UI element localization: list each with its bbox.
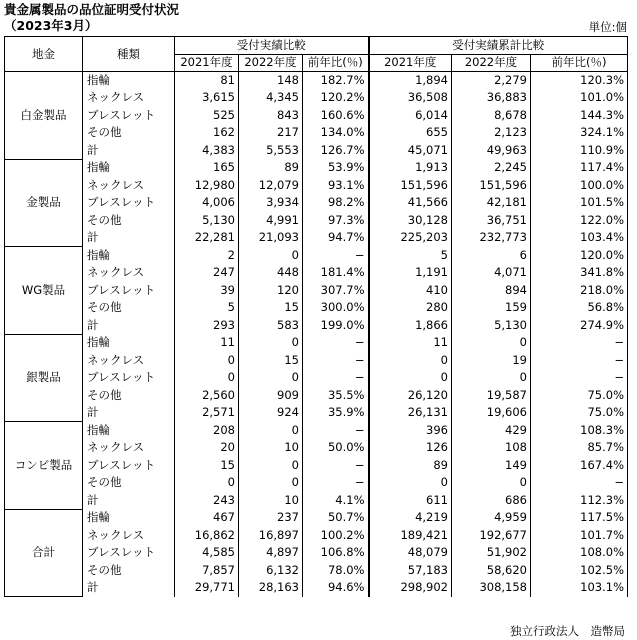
kind-cell: 計	[83, 317, 175, 335]
value-cell: 94.7%	[303, 229, 369, 247]
value-cell: 120.0%	[531, 247, 628, 265]
value-cell: 16,897	[239, 527, 303, 545]
table-row	[5, 422, 628, 440]
value-cell: 89	[369, 457, 452, 475]
table-row	[5, 317, 628, 335]
value-cell: 42,181	[452, 194, 531, 212]
value-cell: 36,883	[452, 89, 531, 107]
kind-cell: その他	[83, 474, 175, 492]
value-cell: 126.7%	[303, 142, 369, 160]
value-cell: 611	[369, 492, 452, 510]
value-cell: 35.5%	[303, 387, 369, 405]
kind-cell: ネックレス	[83, 264, 175, 282]
publisher-credit: 独立行政法人 造幣局	[510, 624, 625, 638]
value-cell: 5,130	[175, 212, 239, 230]
value-cell: 165	[175, 159, 239, 177]
kind-cell: ネックレス	[83, 439, 175, 457]
value-cell: 0	[239, 474, 303, 492]
value-cell: 36,508	[369, 89, 452, 107]
value-cell: 19	[452, 352, 531, 370]
page-title: 貴金属製品の品位証明受付状況	[4, 2, 180, 17]
table-body	[5, 72, 628, 597]
value-cell: 894	[452, 282, 531, 300]
value-cell: 50.0%	[303, 439, 369, 457]
value-cell: 85.7%	[531, 439, 628, 457]
kind-cell: ブレスレット	[83, 194, 175, 212]
value-cell: 655	[369, 124, 452, 142]
table-row	[5, 492, 628, 510]
value-cell: 5,553	[239, 142, 303, 160]
value-cell: 4,006	[175, 194, 239, 212]
kind-cell: ブレスレット	[83, 282, 175, 300]
value-cell: 5	[175, 299, 239, 317]
kind-cell: その他	[83, 387, 175, 405]
value-cell: 12,079	[239, 177, 303, 195]
value-cell: 308,158	[452, 579, 531, 597]
table-row	[5, 159, 628, 177]
kind-cell: 計	[83, 579, 175, 597]
header-sub-col: 2021年度	[175, 54, 239, 72]
value-cell: 410	[369, 282, 452, 300]
value-cell: 120.3%	[531, 72, 628, 90]
header-group-monthly: 受付実績比較	[175, 37, 369, 55]
value-cell: 3,615	[175, 89, 239, 107]
value-cell: 41,566	[369, 194, 452, 212]
table-row	[5, 439, 628, 457]
header-category: 地金	[5, 37, 83, 72]
value-cell: 89	[239, 159, 303, 177]
kind-cell: ネックレス	[83, 527, 175, 545]
kind-cell: その他	[83, 212, 175, 230]
value-cell: 11	[369, 334, 452, 352]
value-cell: 274.9%	[531, 317, 628, 335]
value-cell: 3,934	[239, 194, 303, 212]
value-cell: 100.0%	[531, 177, 628, 195]
header-sub-col: 前年比(％)	[303, 54, 369, 72]
kind-cell: ブレスレット	[83, 544, 175, 562]
value-cell: 103.4%	[531, 229, 628, 247]
value-cell: 208	[175, 422, 239, 440]
value-cell: −	[531, 369, 628, 387]
kind-cell: 指輪	[83, 509, 175, 527]
value-cell: 94.6%	[303, 579, 369, 597]
value-cell: 149	[452, 457, 531, 475]
value-cell: 217	[239, 124, 303, 142]
value-cell: 232,773	[452, 229, 531, 247]
header-sub-col: 2021年度	[369, 54, 452, 72]
value-cell: 49,963	[452, 142, 531, 160]
value-cell: 29,771	[175, 579, 239, 597]
value-cell: 686	[452, 492, 531, 510]
table-row	[5, 334, 628, 352]
value-cell: 4,219	[369, 509, 452, 527]
value-cell: 4,897	[239, 544, 303, 562]
value-cell: 26,120	[369, 387, 452, 405]
value-cell: 108.0%	[531, 544, 628, 562]
table-row	[5, 509, 628, 527]
value-cell: 108.3%	[531, 422, 628, 440]
value-cell: 4,383	[175, 142, 239, 160]
kind-cell: 指輪	[83, 334, 175, 352]
value-cell: 2,279	[452, 72, 531, 90]
value-cell: 108	[452, 439, 531, 457]
value-cell: 35.9%	[303, 404, 369, 422]
value-cell: 167.4%	[531, 457, 628, 475]
value-cell: 2,123	[452, 124, 531, 142]
value-cell: 189,421	[369, 527, 452, 545]
kind-cell: 指輪	[83, 159, 175, 177]
value-cell: 1,866	[369, 317, 452, 335]
value-cell: 56.8%	[531, 299, 628, 317]
value-cell: 159	[452, 299, 531, 317]
value-cell: 7,857	[175, 562, 239, 580]
value-cell: 10	[239, 492, 303, 510]
kind-cell: 計	[83, 229, 175, 247]
table-row	[5, 212, 628, 230]
value-cell: −	[303, 457, 369, 475]
kind-cell: 指輪	[83, 422, 175, 440]
value-cell: 218.0%	[531, 282, 628, 300]
value-cell: 6,132	[239, 562, 303, 580]
table-row	[5, 124, 628, 142]
kind-cell: 指輪	[83, 247, 175, 265]
value-cell: 0	[239, 369, 303, 387]
value-cell: 28,163	[239, 579, 303, 597]
value-cell: 45,071	[369, 142, 452, 160]
category-cell: 金製品	[5, 159, 83, 247]
value-cell: 0	[239, 247, 303, 265]
value-cell: 57,183	[369, 562, 452, 580]
table-row	[5, 194, 628, 212]
value-cell: 0	[452, 334, 531, 352]
value-cell: 0	[175, 352, 239, 370]
kind-cell: ブレスレット	[83, 457, 175, 475]
value-cell: 247	[175, 264, 239, 282]
value-cell: 300.0%	[303, 299, 369, 317]
header-group-cumulative: 受付実績累計比較	[369, 37, 628, 55]
value-cell: 4,345	[239, 89, 303, 107]
value-cell: 0	[239, 457, 303, 475]
value-cell: 0	[369, 352, 452, 370]
table-row	[5, 264, 628, 282]
kind-cell: 計	[83, 142, 175, 160]
value-cell: −	[303, 334, 369, 352]
kind-cell: その他	[83, 562, 175, 580]
value-cell: 225,203	[369, 229, 452, 247]
value-cell: 51,902	[452, 544, 531, 562]
value-cell: 151,596	[452, 177, 531, 195]
table-row	[5, 72, 628, 90]
value-cell: 106.8%	[303, 544, 369, 562]
table-row	[5, 527, 628, 545]
value-cell: 5	[369, 247, 452, 265]
value-cell: 0	[452, 474, 531, 492]
value-cell: 144.3%	[531, 107, 628, 125]
value-cell: 429	[452, 422, 531, 440]
value-cell: 26,131	[369, 404, 452, 422]
value-cell: 0	[369, 369, 452, 387]
category-cell: 白金製品	[5, 72, 83, 160]
value-cell: 0	[175, 474, 239, 492]
value-cell: 148	[239, 72, 303, 90]
value-cell: 78.0%	[303, 562, 369, 580]
value-cell: 36,751	[452, 212, 531, 230]
value-cell: 39	[175, 282, 239, 300]
value-cell: 98.2%	[303, 194, 369, 212]
value-cell: 293	[175, 317, 239, 335]
value-cell: 280	[369, 299, 452, 317]
header-sub-col: 2022年度	[239, 54, 303, 72]
value-cell: 15	[239, 299, 303, 317]
value-cell: 5,130	[452, 317, 531, 335]
value-cell: 181.4%	[303, 264, 369, 282]
value-cell: 162	[175, 124, 239, 142]
table-row	[5, 229, 628, 247]
value-cell: 243	[175, 492, 239, 510]
value-cell: −	[303, 352, 369, 370]
value-cell: 2,560	[175, 387, 239, 405]
value-cell: 21,093	[239, 229, 303, 247]
table-row	[5, 247, 628, 265]
value-cell: 101.7%	[531, 527, 628, 545]
kind-cell: ネックレス	[83, 177, 175, 195]
value-cell: 525	[175, 107, 239, 125]
value-cell: 4,959	[452, 509, 531, 527]
table-row	[5, 352, 628, 370]
kind-cell: その他	[83, 299, 175, 317]
table-row	[5, 142, 628, 160]
value-cell: 843	[239, 107, 303, 125]
kind-cell: その他	[83, 124, 175, 142]
value-cell: 100.2%	[303, 527, 369, 545]
category-cell: コンビ製品	[5, 422, 83, 510]
value-cell: 1,894	[369, 72, 452, 90]
value-cell: 10	[239, 439, 303, 457]
value-cell: 4,991	[239, 212, 303, 230]
value-cell: 324.1%	[531, 124, 628, 142]
value-cell: 19,606	[452, 404, 531, 422]
value-cell: 2	[175, 247, 239, 265]
table-row	[5, 457, 628, 475]
value-cell: 58,620	[452, 562, 531, 580]
value-cell: 192,677	[452, 527, 531, 545]
value-cell: −	[531, 352, 628, 370]
certification-table	[4, 36, 628, 597]
category-cell: 合計	[5, 509, 83, 597]
value-cell: 909	[239, 387, 303, 405]
value-cell: −	[303, 422, 369, 440]
category-cell: 銀製品	[5, 334, 83, 422]
value-cell: 0	[175, 369, 239, 387]
value-cell: 101.5%	[531, 194, 628, 212]
kind-cell: ブレスレット	[83, 107, 175, 125]
value-cell: 103.1%	[531, 579, 628, 597]
table-row	[5, 89, 628, 107]
value-cell: 75.0%	[531, 404, 628, 422]
value-cell: 22,281	[175, 229, 239, 247]
table-row	[5, 282, 628, 300]
value-cell: 4.1%	[303, 492, 369, 510]
value-cell: 341.8%	[531, 264, 628, 282]
table-row	[5, 579, 628, 597]
value-cell: 12,980	[175, 177, 239, 195]
table-row	[5, 544, 628, 562]
value-cell: 15	[239, 352, 303, 370]
header-sub-col: 前年比(％)	[531, 54, 628, 72]
value-cell: 448	[239, 264, 303, 282]
value-cell: 15	[175, 457, 239, 475]
table-row	[5, 474, 628, 492]
value-cell: 53.9%	[303, 159, 369, 177]
value-cell: 1,913	[369, 159, 452, 177]
value-cell: 11	[175, 334, 239, 352]
value-cell: 126	[369, 439, 452, 457]
header-kind: 種類	[83, 37, 175, 72]
unit-label: 単位:個	[588, 20, 627, 34]
value-cell: 102.5%	[531, 562, 628, 580]
value-cell: 467	[175, 509, 239, 527]
table-row	[5, 107, 628, 125]
value-cell: 117.4%	[531, 159, 628, 177]
value-cell: −	[303, 247, 369, 265]
table-row	[5, 387, 628, 405]
kind-cell: 計	[83, 404, 175, 422]
value-cell: −	[303, 474, 369, 492]
value-cell: 2,245	[452, 159, 531, 177]
kind-cell: ネックレス	[83, 352, 175, 370]
value-cell: 20	[175, 439, 239, 457]
value-cell: 4,071	[452, 264, 531, 282]
value-cell: 0	[239, 334, 303, 352]
value-cell: 182.7%	[303, 72, 369, 90]
table-row	[5, 369, 628, 387]
table-row	[5, 404, 628, 422]
value-cell: 160.6%	[303, 107, 369, 125]
value-cell: 6	[452, 247, 531, 265]
value-cell: 307.7%	[303, 282, 369, 300]
value-cell: 924	[239, 404, 303, 422]
value-cell: 0	[369, 474, 452, 492]
value-cell: −	[531, 474, 628, 492]
value-cell: 50.7%	[303, 509, 369, 527]
kind-cell: 指輪	[83, 72, 175, 90]
header-sub-col: 2022年度	[452, 54, 531, 72]
value-cell: 93.1%	[303, 177, 369, 195]
kind-cell: ネックレス	[83, 89, 175, 107]
value-cell: 97.3%	[303, 212, 369, 230]
value-cell: 48,079	[369, 544, 452, 562]
page-subtitle: （2023年3月）	[4, 18, 98, 33]
kind-cell: 計	[83, 492, 175, 510]
value-cell: −	[531, 334, 628, 352]
value-cell: 120.2%	[303, 89, 369, 107]
value-cell: 1,191	[369, 264, 452, 282]
value-cell: 110.9%	[531, 142, 628, 160]
value-cell: 396	[369, 422, 452, 440]
value-cell: 151,596	[369, 177, 452, 195]
table-row	[5, 177, 628, 195]
value-cell: 6,014	[369, 107, 452, 125]
value-cell: 0	[452, 369, 531, 387]
value-cell: 81	[175, 72, 239, 90]
table-row	[5, 299, 628, 317]
value-cell: 120	[239, 282, 303, 300]
value-cell: 583	[239, 317, 303, 335]
value-cell: −	[303, 369, 369, 387]
category-cell: WG製品	[5, 247, 83, 335]
value-cell: 134.0%	[303, 124, 369, 142]
value-cell: 4,585	[175, 544, 239, 562]
kind-cell: ブレスレット	[83, 369, 175, 387]
value-cell: 8,678	[452, 107, 531, 125]
value-cell: 2,571	[175, 404, 239, 422]
value-cell: 16,862	[175, 527, 239, 545]
value-cell: 0	[239, 422, 303, 440]
value-cell: 101.0%	[531, 89, 628, 107]
table-row	[5, 562, 628, 580]
value-cell: 298,902	[369, 579, 452, 597]
value-cell: 112.3%	[531, 492, 628, 510]
value-cell: 75.0%	[531, 387, 628, 405]
value-cell: 122.0%	[531, 212, 628, 230]
value-cell: 199.0%	[303, 317, 369, 335]
value-cell: 237	[239, 509, 303, 527]
value-cell: 19,587	[452, 387, 531, 405]
value-cell: 30,128	[369, 212, 452, 230]
value-cell: 117.5%	[531, 509, 628, 527]
